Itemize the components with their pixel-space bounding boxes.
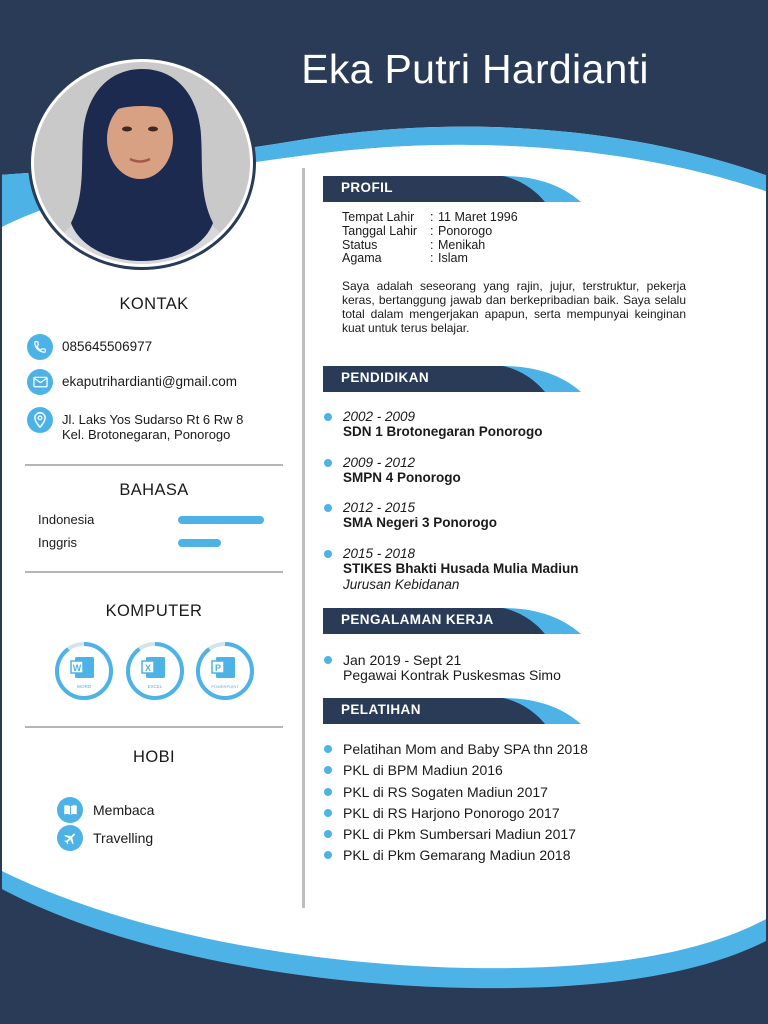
personal-info-table xyxy=(342,211,518,266)
training-label: Pelatihan Mom and Baby SPA thn 2018 xyxy=(343,741,588,757)
phone-number: 085645506977 xyxy=(62,339,153,354)
powerpoint-label: POWERPOINT xyxy=(211,684,239,689)
work-position: Pegawai Kontrak Puskesmas Simo xyxy=(343,667,561,683)
section-divider xyxy=(25,726,283,728)
training-section-header xyxy=(323,696,585,726)
bullet-dot xyxy=(324,788,332,796)
info-row xyxy=(342,211,518,225)
education-school: SMA Negeri 3 Ponorogo xyxy=(343,515,498,530)
education-period: 2012 - 2015 xyxy=(343,500,416,515)
location-pin-icon xyxy=(27,407,53,433)
excel-label: EXCEL xyxy=(147,684,163,689)
info-row xyxy=(342,225,518,239)
education-major: Jurusan Kebidanan xyxy=(343,577,460,592)
training-label: PKL di RS Harjono Ponorogo 2017 xyxy=(343,804,560,821)
info-separator: : xyxy=(430,223,434,238)
info-row xyxy=(342,252,518,266)
phone-icon xyxy=(27,334,53,360)
excel-icon xyxy=(125,641,185,701)
book-icon xyxy=(57,797,83,823)
airplane-icon xyxy=(57,825,83,851)
address-line-1: Jl. Laks Yos Sudarso Rt 6 Rw 8 xyxy=(62,412,244,427)
language-row xyxy=(38,535,268,551)
info-separator: : xyxy=(430,237,434,252)
training-label: PKL di Pkm Sumbersari Madiun 2017 xyxy=(343,826,576,843)
profile-section-header xyxy=(323,174,585,204)
profile-title: PROFIL xyxy=(341,180,393,195)
language-level-fill xyxy=(178,539,221,547)
education-title: PENDIDIKAN xyxy=(341,370,430,385)
education-school: SDN 1 Brotonegaran Ponorogo xyxy=(343,424,543,439)
profile-summary: Saya adalah seseorang yang rajin, jujur, terstruktur, pekerja keras, bertanggung jawab dan berkepribadian baik. Saya selalu total dalam mengerjakan apapun, serta mempunyai keinginan kuat untuk terus belajar. xyxy=(342,279,686,335)
bullet-dot xyxy=(324,656,332,664)
language-name: Inggris xyxy=(38,535,78,550)
info-separator: : xyxy=(430,251,434,266)
info-key: Tanggal Lahir xyxy=(342,223,418,238)
info-value: Ponorogo xyxy=(438,223,493,238)
mail-icon xyxy=(27,369,53,395)
education-school: STIKES Bhakti Husada Mulia Madiun xyxy=(343,561,579,576)
bullet-dot xyxy=(324,459,332,467)
address-line-2: Kel. Brotonegaran, Ponorogo xyxy=(62,427,231,442)
language-title: BAHASA xyxy=(119,481,189,499)
language-level-bar xyxy=(178,516,264,524)
info-row xyxy=(342,239,518,253)
profile-photo xyxy=(27,55,257,271)
education-period: 2009 - 2012 xyxy=(343,455,416,470)
education-school: SMPN 4 Ponorogo xyxy=(343,470,461,485)
work-section-header xyxy=(323,606,585,636)
section-divider xyxy=(25,464,283,466)
training-label: PKL di Pkm Gemarang Madiun 2018 xyxy=(343,847,571,864)
info-key: Agama xyxy=(342,251,382,266)
contact-address xyxy=(27,407,243,442)
hobby-label: Travelling xyxy=(93,830,154,846)
bullet-dot xyxy=(324,504,332,512)
powerpoint-letter: P xyxy=(214,663,222,673)
info-value: 11 Maret 1996 xyxy=(438,210,518,224)
bullet-dot xyxy=(324,413,332,421)
word-letter: W xyxy=(72,663,82,673)
training-label: PKL di RS Sogaten Madiun 2017 xyxy=(343,783,548,800)
bullet-dot xyxy=(324,745,332,753)
education-section-header xyxy=(323,364,585,394)
bullet-dot xyxy=(324,550,332,558)
language-name: Indonesia xyxy=(38,512,95,527)
info-value: Menikah xyxy=(438,237,486,252)
work-period: Jan 2019 - Sept 21 xyxy=(343,652,462,668)
section-divider xyxy=(25,571,283,573)
word-label: WORD xyxy=(76,684,92,689)
hobby-label: Membaca xyxy=(93,802,155,818)
bullet-dot xyxy=(324,809,332,817)
contact-email xyxy=(27,369,237,395)
language-level-bar xyxy=(178,539,264,547)
contact-title: KONTAK xyxy=(119,295,189,313)
info-value: Islam xyxy=(438,251,468,266)
email-address: ekaputrihardianti@gmail.com xyxy=(62,374,238,389)
hobby-item xyxy=(57,797,154,823)
computer-title: KOMPUTER xyxy=(105,602,203,620)
excel-letter: X xyxy=(144,663,152,673)
candidate-name: Eka Putri Hardianti xyxy=(301,46,649,92)
language-row xyxy=(38,512,268,528)
info-key: Tempat Lahir xyxy=(342,210,415,224)
language-level-fill xyxy=(178,516,264,524)
contact-phone xyxy=(27,334,152,360)
info-separator: : xyxy=(430,210,434,224)
column-divider xyxy=(302,168,305,908)
training-label: PKL di BPM Madiun 2016 xyxy=(343,762,503,779)
info-key: Status xyxy=(342,237,378,252)
training-title: PELATIHAN xyxy=(341,702,421,717)
powerpoint-icon xyxy=(195,641,255,701)
work-title: PENGALAMAN KERJA xyxy=(341,612,494,627)
education-period: 2015 - 2018 xyxy=(343,546,416,561)
hobby-item xyxy=(57,825,153,851)
hobby-title: HOBI xyxy=(133,748,175,766)
education-period: 2002 - 2009 xyxy=(343,409,416,424)
word-icon xyxy=(54,641,114,701)
